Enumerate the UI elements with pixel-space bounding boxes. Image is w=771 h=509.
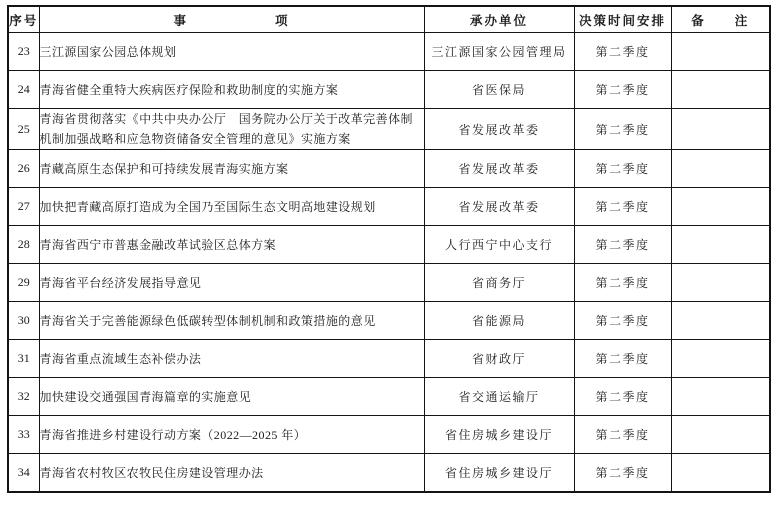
table-row: [8, 33, 770, 71]
cell-number: 28: [8, 226, 39, 264]
cell-unit: 省发展改革委: [424, 188, 574, 226]
cell-note: [671, 109, 770, 150]
cell-note: [671, 264, 770, 302]
col-header-note: 备 注: [671, 6, 770, 33]
cell-note: [671, 416, 770, 454]
table-row: [8, 264, 770, 302]
cell-time: 第二季度: [574, 33, 671, 71]
cell-time: 第二季度: [574, 188, 671, 226]
table-row: [8, 302, 770, 340]
cell-time: 第二季度: [574, 302, 671, 340]
cell-unit: 省发展改革委: [424, 109, 574, 150]
cell-unit: 省财政厅: [424, 340, 574, 378]
cell-unit: 省交通运输厅: [424, 378, 574, 416]
cell-item: 青海省平台经济发展指导意见: [39, 264, 424, 302]
cell-time: 第二季度: [574, 71, 671, 109]
cell-item: 青海省贯彻落实《中共中央办公厅 国务院办公厅关于改革完善体制机制加强战略和应急物资储备安全管理的意见》实施方案: [39, 109, 424, 150]
cell-time: 第二季度: [574, 340, 671, 378]
cell-number: 24: [8, 71, 39, 109]
table-header-row: [8, 6, 770, 33]
table-row: [8, 416, 770, 454]
cell-unit: 省住房城乡建设厅: [424, 416, 574, 454]
cell-time: 第二季度: [574, 150, 671, 188]
col-header-unit: 承办单位: [424, 6, 574, 33]
col-header-number: 序号: [8, 6, 39, 33]
cell-note: [671, 33, 770, 71]
cell-number: 23: [8, 33, 39, 71]
cell-time: 第二季度: [574, 378, 671, 416]
cell-note: [671, 340, 770, 378]
cell-note: [671, 150, 770, 188]
cell-number: 31: [8, 340, 39, 378]
cell-unit: 三江源国家公园管理局: [424, 33, 574, 71]
cell-unit: 省发展改革委: [424, 150, 574, 188]
cell-item: 青藏高原生态保护和可持续发展青海实施方案: [39, 150, 424, 188]
cell-unit: 省住房城乡建设厅: [424, 454, 574, 493]
table-row: [8, 150, 770, 188]
table-row: [8, 378, 770, 416]
cell-note: [671, 71, 770, 109]
cell-number: 29: [8, 264, 39, 302]
cell-number: 33: [8, 416, 39, 454]
cell-number: 34: [8, 454, 39, 493]
cell-item: 青海省西宁市普惠金融改革试验区总体方案: [39, 226, 424, 264]
decision-items-table: [7, 5, 771, 493]
cell-unit: 省能源局: [424, 302, 574, 340]
table-row: [8, 226, 770, 264]
cell-time: 第二季度: [574, 226, 671, 264]
cell-unit: 人行西宁中心支行: [424, 226, 574, 264]
cell-note: [671, 226, 770, 264]
cell-item: 青海省健全重特大疾病医疗保险和救助制度的实施方案: [39, 71, 424, 109]
col-header-time: 决策时间安排: [574, 6, 671, 33]
cell-number: 27: [8, 188, 39, 226]
cell-note: [671, 188, 770, 226]
cell-item: 青海省关于完善能源绿色低碳转型体制机制和政策措施的意见: [39, 302, 424, 340]
table-row: [8, 188, 770, 226]
cell-item: 青海省推进乡村建设行动方案（2022—2025 年）: [39, 416, 424, 454]
cell-number: 32: [8, 378, 39, 416]
cell-time: 第二季度: [574, 454, 671, 493]
cell-note: [671, 454, 770, 493]
table-row: [8, 340, 770, 378]
cell-note: [671, 378, 770, 416]
cell-unit: 省医保局: [424, 71, 574, 109]
cell-item: 青海省重点流域生态补偿办法: [39, 340, 424, 378]
cell-time: 第二季度: [574, 416, 671, 454]
table-row: [8, 109, 770, 150]
cell-item: 加快把青藏高原打造成为全国乃至国际生态文明高地建设规划: [39, 188, 424, 226]
cell-item: 加快建设交通强国青海篇章的实施意见: [39, 378, 424, 416]
cell-number: 25: [8, 109, 39, 150]
cell-number: 30: [8, 302, 39, 340]
cell-item: 青海省农村牧区农牧民住房建设管理办法: [39, 454, 424, 493]
cell-time: 第二季度: [574, 264, 671, 302]
cell-time: 第二季度: [574, 109, 671, 150]
table-row: [8, 454, 770, 493]
cell-unit: 省商务厅: [424, 264, 574, 302]
cell-number: 26: [8, 150, 39, 188]
cell-note: [671, 302, 770, 340]
table-row: [8, 71, 770, 109]
cell-item: 三江源国家公园总体规划: [39, 33, 424, 71]
col-header-item: 事 项: [39, 6, 424, 33]
